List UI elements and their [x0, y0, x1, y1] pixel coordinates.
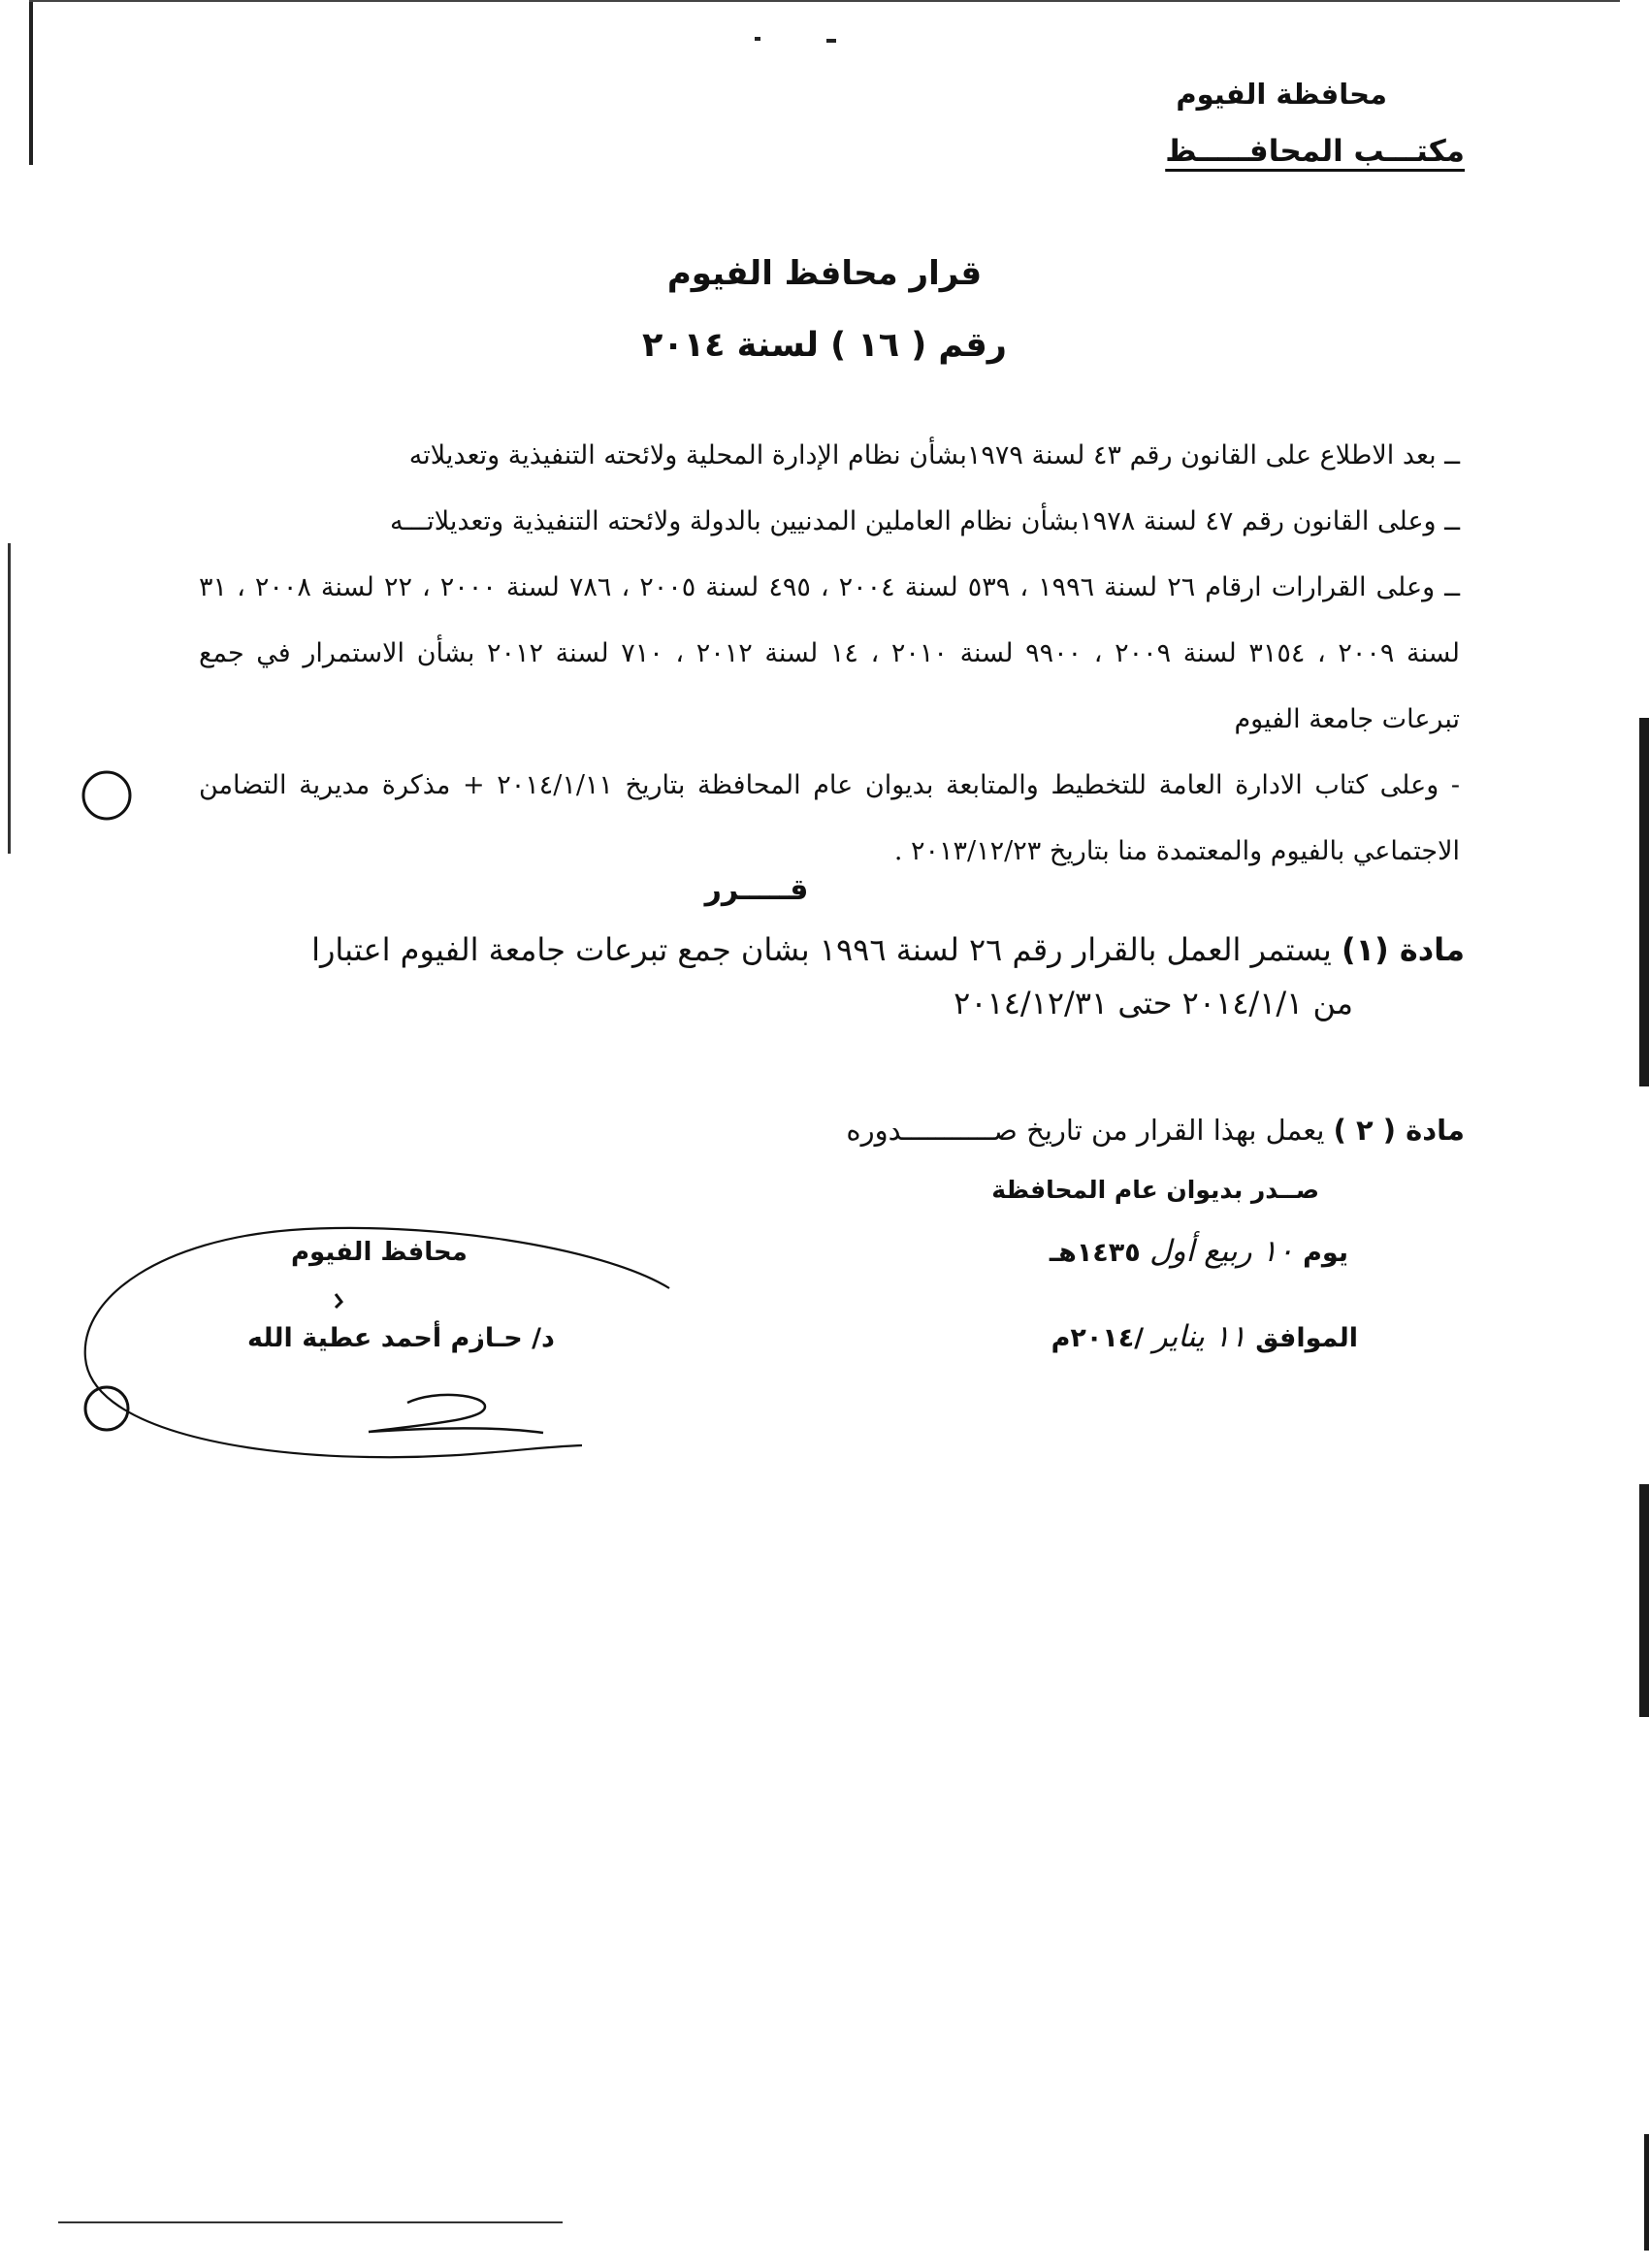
scan-mark: [826, 39, 836, 43]
hijri-year: ١٤٣٥هـ: [1049, 1238, 1141, 1268]
scan-bottom-line: [58, 2221, 563, 2223]
article-1-text-continued: من ٢٠١٤/١/١ حتى ٢٠١٤/١٢/٣١: [954, 985, 1353, 1021]
hijri-date-line: [1050, 1234, 1348, 1269]
preamble-clause: ــ وعلى القرارات ارقام ٢٦ لسنة ١٩٩٦ ، ٥٣٩ لسنة ٢٠٠٤ ، ٤٩٥ لسنة ٢٠٠٥ ، ٧٨٦ لسنة ٢٠٠٠ ، ٢٢ لسنة ٢٠٠٨ ، ٣١ لسنة ٢٠٠٩ ، ٣١٥٤ لسنة ٢٠٠٩ ، ٩٩٠٠ لسنة ٢٠١٠ ، ١٤ لسنة ٢٠١٢ ، ٧١٠ لسنة ٢٠١٢ بشأن الاستمرار في جمع تبرعات جامعة الفيوم: [199, 572, 1460, 734]
decree-title: قرار محافظ الفيوم: [666, 254, 983, 293]
article-2-text: يعمل بهذا القرار من تاريخ صـــــــــــدوره: [846, 1114, 1325, 1147]
scan-left-edge: [8, 543, 11, 854]
handwritten-gregorian-day: ١١ يناير: [1152, 1319, 1246, 1354]
scan-mark: [755, 37, 760, 41]
governorate-name: محافظة الفيوم: [1176, 78, 1387, 111]
scan-right-edge: [1644, 2134, 1649, 2251]
preamble-clause: ــ بعد الاطلاع على القانون رقم ٤٣ لسنة ١٩٧٩بشأن نظام الإدارة المحلية ولائحته التنفيذية وتعديلاته: [408, 440, 1460, 470]
gregorian-date-line: [1051, 1319, 1358, 1354]
day-label: يوم: [1303, 1238, 1348, 1268]
gregorian-year: /٢٠١٤م: [1051, 1323, 1145, 1353]
signer-title: محافظ الفيوم: [291, 1238, 468, 1267]
decree-number: رقم ( ١٦ ) لسنة ٢٠١٤: [642, 326, 1007, 365]
signer-name: د/ حـازم أحمد عطية الله: [247, 1323, 555, 1353]
decision-heading: قـــــرر: [704, 873, 809, 907]
office-name: مكتـــب المحافـــــظ: [1165, 134, 1465, 169]
scan-edge-line: [29, 0, 33, 165]
article-2-label: مادة ( ٢ ): [1333, 1114, 1465, 1147]
issuance-place: صــدر بديوان عام المحافظة: [991, 1176, 1319, 1204]
signature-flourish: [58, 757, 679, 1494]
letterhead: [1165, 78, 1465, 169]
scan-top-line: [29, 0, 1620, 2]
article-1-text: يستمر العمل بالقرار رقم ٢٦ لسنة ١٩٩٦ بشان جمع تبرعات جامعة الفيوم اعتبارا: [311, 931, 1332, 968]
handwritten-hijri-day: ١٠ ربيع أول: [1149, 1234, 1294, 1269]
article-1-label: مادة (١): [1341, 931, 1465, 968]
gregorian-label: الموافق: [1255, 1323, 1358, 1353]
preamble-clause: - وعلى كتاب الادارة العامة للتخطيط والمتابعة بديوان عام المحافظة بتاريخ ٢٠١٤/١/١١ + مذكرة مديرية التضامن الاجتماعي بالفيوم والمعتمدة منا بتاريخ ٢٠١٣/١٢/٢٣ .: [199, 770, 1461, 866]
article-2: [846, 1114, 1465, 1147]
preamble-clause: ــ وعلى القانون رقم ٤٧ لسنة ١٩٧٨بشأن نظام العاملين المدنيين بالدولة ولائحته التنفيذية وتعديلاتـــه: [390, 506, 1460, 536]
scan-right-edge: [1639, 1484, 1649, 1717]
